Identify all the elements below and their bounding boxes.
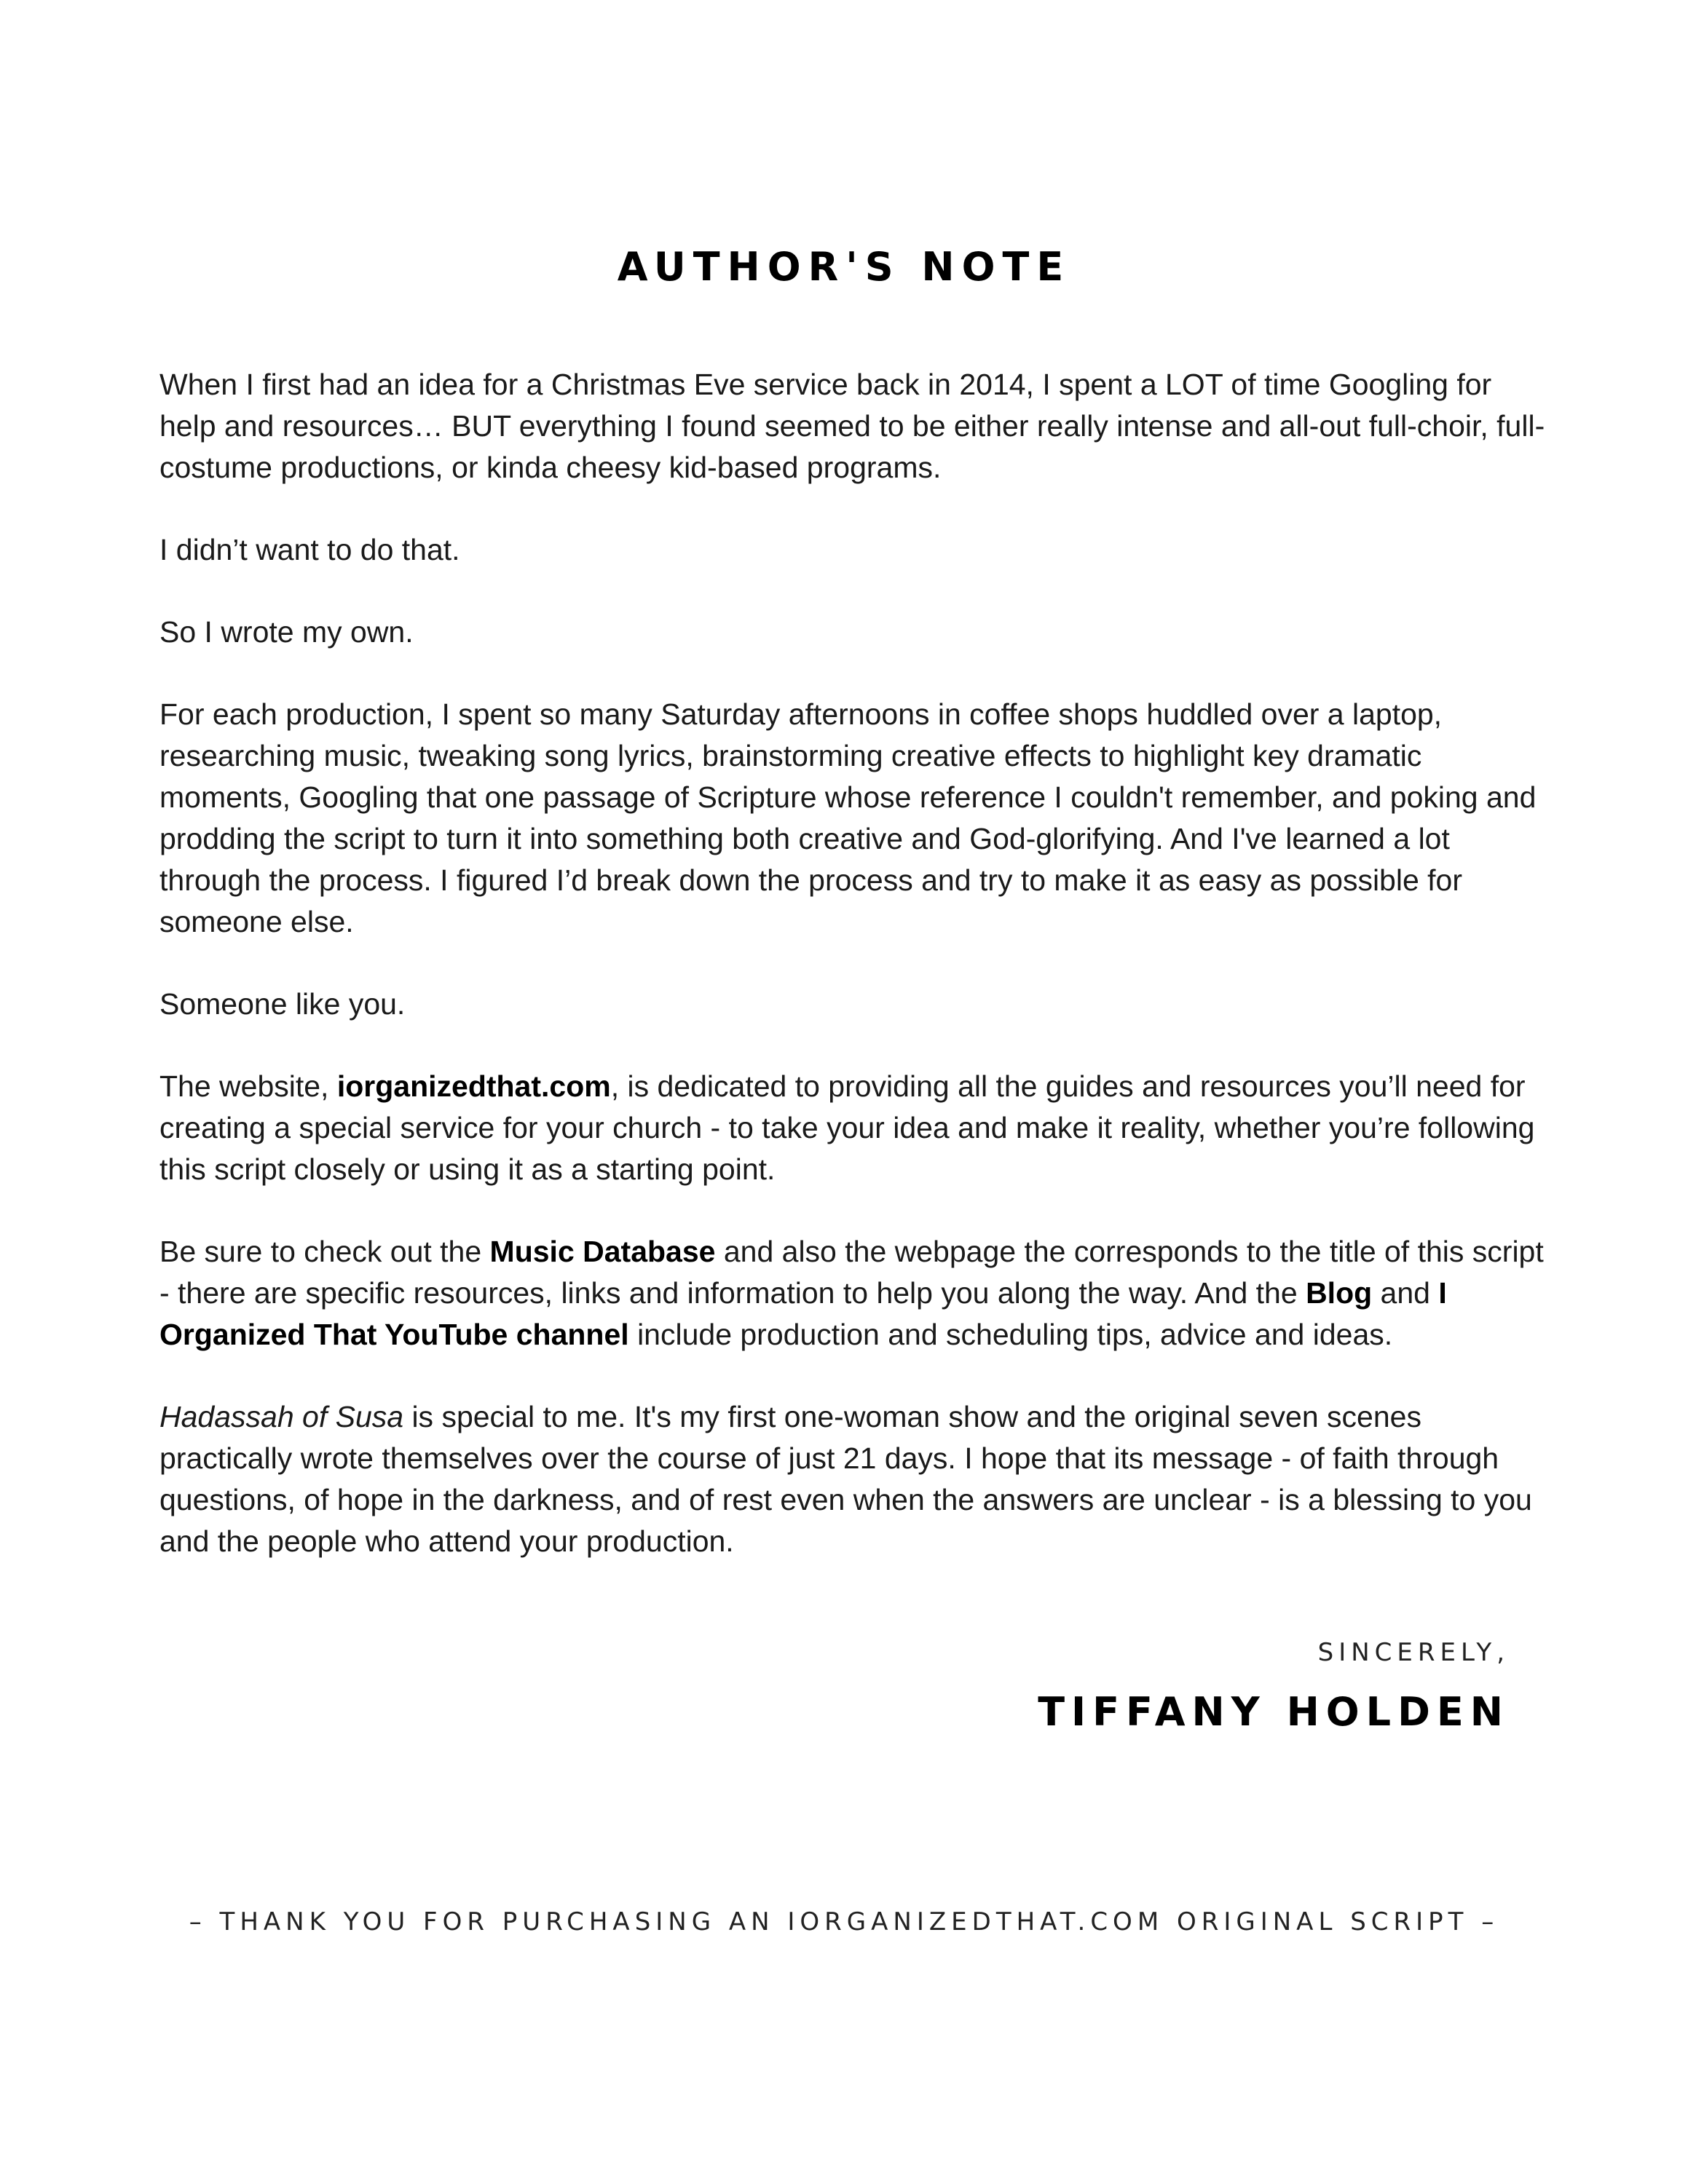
paragraph-website bbox=[159, 1066, 1547, 1190]
youtube-channel-link[interactable]: I Organized That YouTube channel bbox=[159, 1276, 1447, 1351]
paragraph-hadassah bbox=[159, 1396, 1547, 1562]
paragraph-process: For each production, I spent so many Saturday afternoons in coffee shops huddled over a laptop, researching music, tweaking song lyrics, brainstorming creative effects to highlight key dramatic moments, Googling that one passage of Scripture whose reference I couldn't remember, and poking and prodding the script to turn it into something both creative and God-glorifying. And I've learned a lot through the process. I figured I’d break down the process and try to make it as easy as possible for someone else. bbox=[159, 697, 1537, 938]
closing-salutation: SINCERELY, bbox=[1317, 1638, 1510, 1667]
paragraph-wrote-own: So I wrote my own. bbox=[159, 615, 414, 649]
footer-thank-you: – THANK YOU FOR PURCHASING AN IORGANIZEDTHAT.COM ORIGINAL SCRIPT – bbox=[189, 1907, 1499, 1936]
resources-text-middle: and also the webpage the corresponds to the title of this script - there are specific resources, links and information to help you along the way. And the bbox=[159, 1235, 1544, 1310]
hadassah-text: is special to me. It's my first one-woman show and the original seven scenes practically wrote themselves over the course of just 21 days. I hope that its message - of faith through questions, of hope in the darkness, and of rest even when the answers are unclear - is a blessing to you and the people who attend your production. bbox=[159, 1400, 1532, 1558]
paragraph-didnt-want: I didn’t want to do that. bbox=[159, 533, 460, 566]
paragraph-someone-like-you: Someone like you. bbox=[159, 987, 406, 1021]
resources-text-after: include production and scheduling tips, advice and ideas. bbox=[628, 1318, 1393, 1351]
website-text-after: , is dedicated to providing all the guides and resources you’ll need for creating a special service for your church - to take your idea and make it reality, whether you’re following this script closely or using it as a starting point. bbox=[159, 1069, 1535, 1186]
paragraph-resources bbox=[159, 1231, 1547, 1356]
music-database-link[interactable]: Music Database bbox=[489, 1235, 716, 1268]
author-signature: TIFFANY HOLDEN bbox=[1038, 1689, 1510, 1735]
page-title: AUTHOR'S NOTE bbox=[617, 244, 1071, 290]
note-body bbox=[159, 364, 1547, 1603]
blog-link[interactable]: Blog bbox=[1306, 1276, 1373, 1310]
website-text-before: The website, bbox=[159, 1069, 337, 1103]
script-title: Hadassah of Susa bbox=[159, 1400, 404, 1433]
paragraph-intro: When I first had an idea for a Christmas Eve service back in 2014, I spent a LOT of time Googling for help and resources… BUT everything I found seemed to be either really intense and all-out full-choir, full-costume productions, or kinda cheesy kid-based programs. bbox=[159, 368, 1545, 484]
resources-text-and: and bbox=[1372, 1276, 1439, 1310]
website-link[interactable]: iorganizedthat.com bbox=[336, 1069, 611, 1103]
resources-text-before: Be sure to check out the bbox=[159, 1235, 490, 1268]
